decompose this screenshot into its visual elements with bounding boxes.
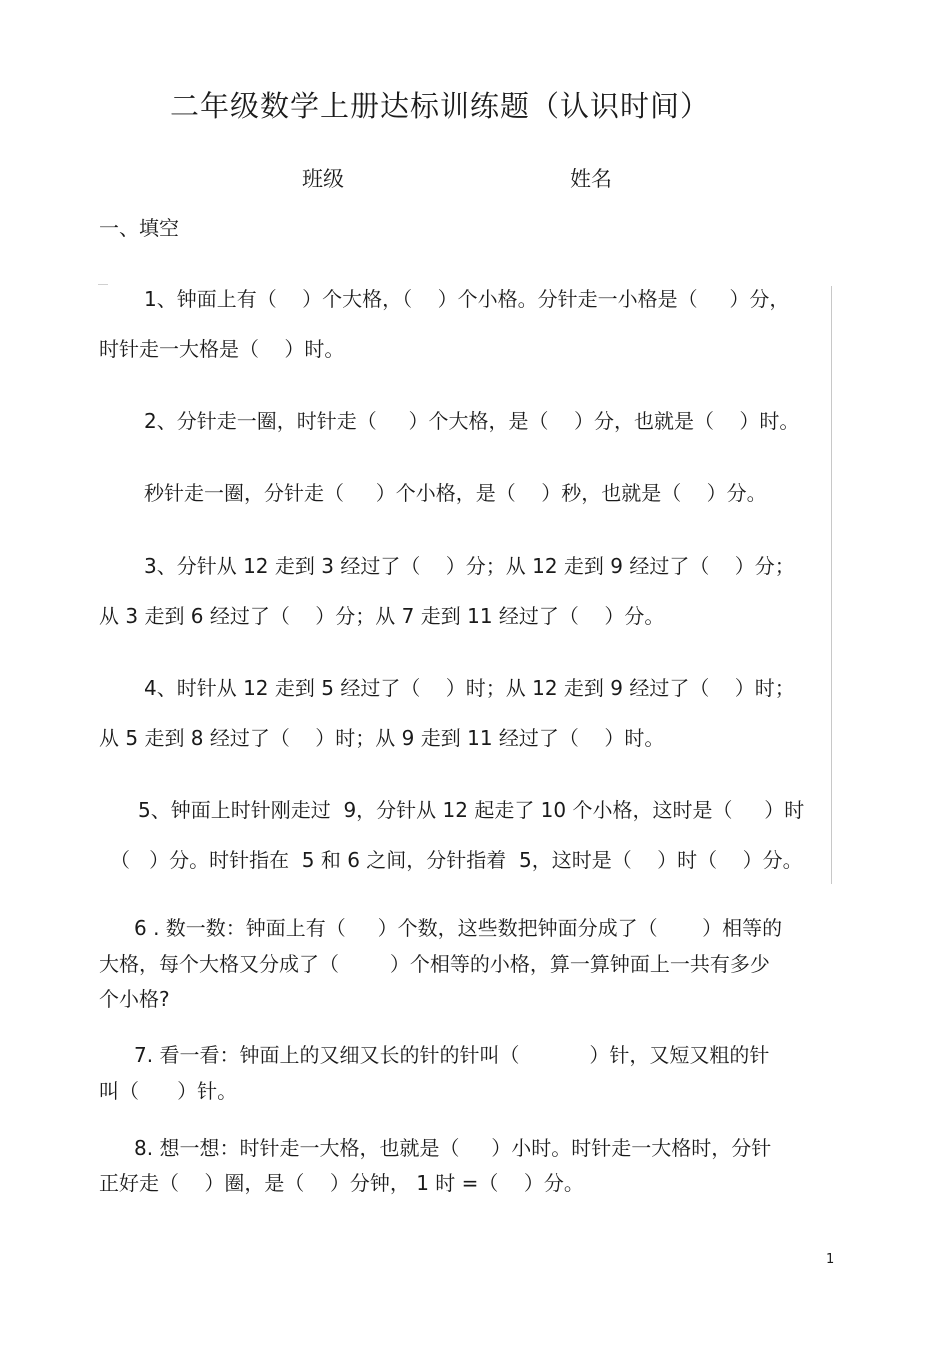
question-5-line-1: 5、钟面上时针刚走过 9，分针从 12 起走了 10 个小格，这时是（ ）时: [138, 798, 805, 822]
question-1-line-1: 1、钟面上有（ ）个大格，（ ）个小格。分针走一小格是（ ）分，: [144, 287, 790, 311]
question-5-line-2: （ ）分。时针指在 5 和 6 之间，分针指着 5，这时是（ ）时（ ）分。: [110, 848, 803, 872]
question-6-line-1: 6 . 数一数：钟面上有（ ）个数，这些数把钟面分成了（ ）相等的: [134, 916, 783, 940]
question-2-line-1: 2、分针走一圈，时针走（ ）个大格，是（ ）分，也就是（ ）时。: [144, 409, 800, 433]
question-4-line-1: 4、时针从 12 走到 5 经过了（ ）时；从 12 走到 9 经过了（ ）时；: [144, 676, 795, 700]
page-title: 二年级数学上册达标训练题（认识时间）: [169, 89, 710, 123]
question-6-line-2: 大格，每个大格又分成了（ ）个相等的小格，算一算钟面上一共有多少: [99, 952, 770, 976]
margin-rule-top: [98, 284, 108, 285]
page-number: 1: [826, 1252, 835, 1267]
question-3-line-2: 从 3 走到 6 经过了（ ）分；从 7 走到 11 经过了（ ）分。: [99, 604, 665, 628]
question-7-line-2: 叫（ ）针。: [99, 1079, 238, 1103]
question-8-line-1: 8. 想一想：时针走一大格，也就是（ ）小时。时针走一大格时，分针: [134, 1136, 772, 1160]
question-3-line-1: 3、分针从 12 走到 3 经过了（ ）分；从 12 走到 9 经过了（ ）分；: [144, 554, 795, 578]
question-1-line-2: 时针走一大格是（ ）时。: [99, 337, 345, 361]
margin-rule-right: [831, 286, 832, 884]
question-6-line-3: 个小格?: [99, 987, 170, 1011]
class-label: 班级: [302, 167, 344, 191]
question-2-line-2: 秒针走一圈，分针走（ ）个小格，是（ ）秒，也就是（ ）分。: [144, 481, 767, 505]
question-4-line-2: 从 5 走到 8 经过了（ ）时；从 9 走到 11 经过了（ ）时。: [99, 726, 665, 750]
name-label: 姓名: [570, 167, 612, 191]
question-7-line-1: 7. 看一看：钟面上的又细又长的针的针叫（ ）针，又短又粗的针: [134, 1043, 770, 1067]
section-heading: 一、填空: [99, 216, 179, 240]
question-8-line-2: 正好走（ ）圈，是（ ）分钟， 1 时 =（ ）分。: [99, 1171, 584, 1195]
